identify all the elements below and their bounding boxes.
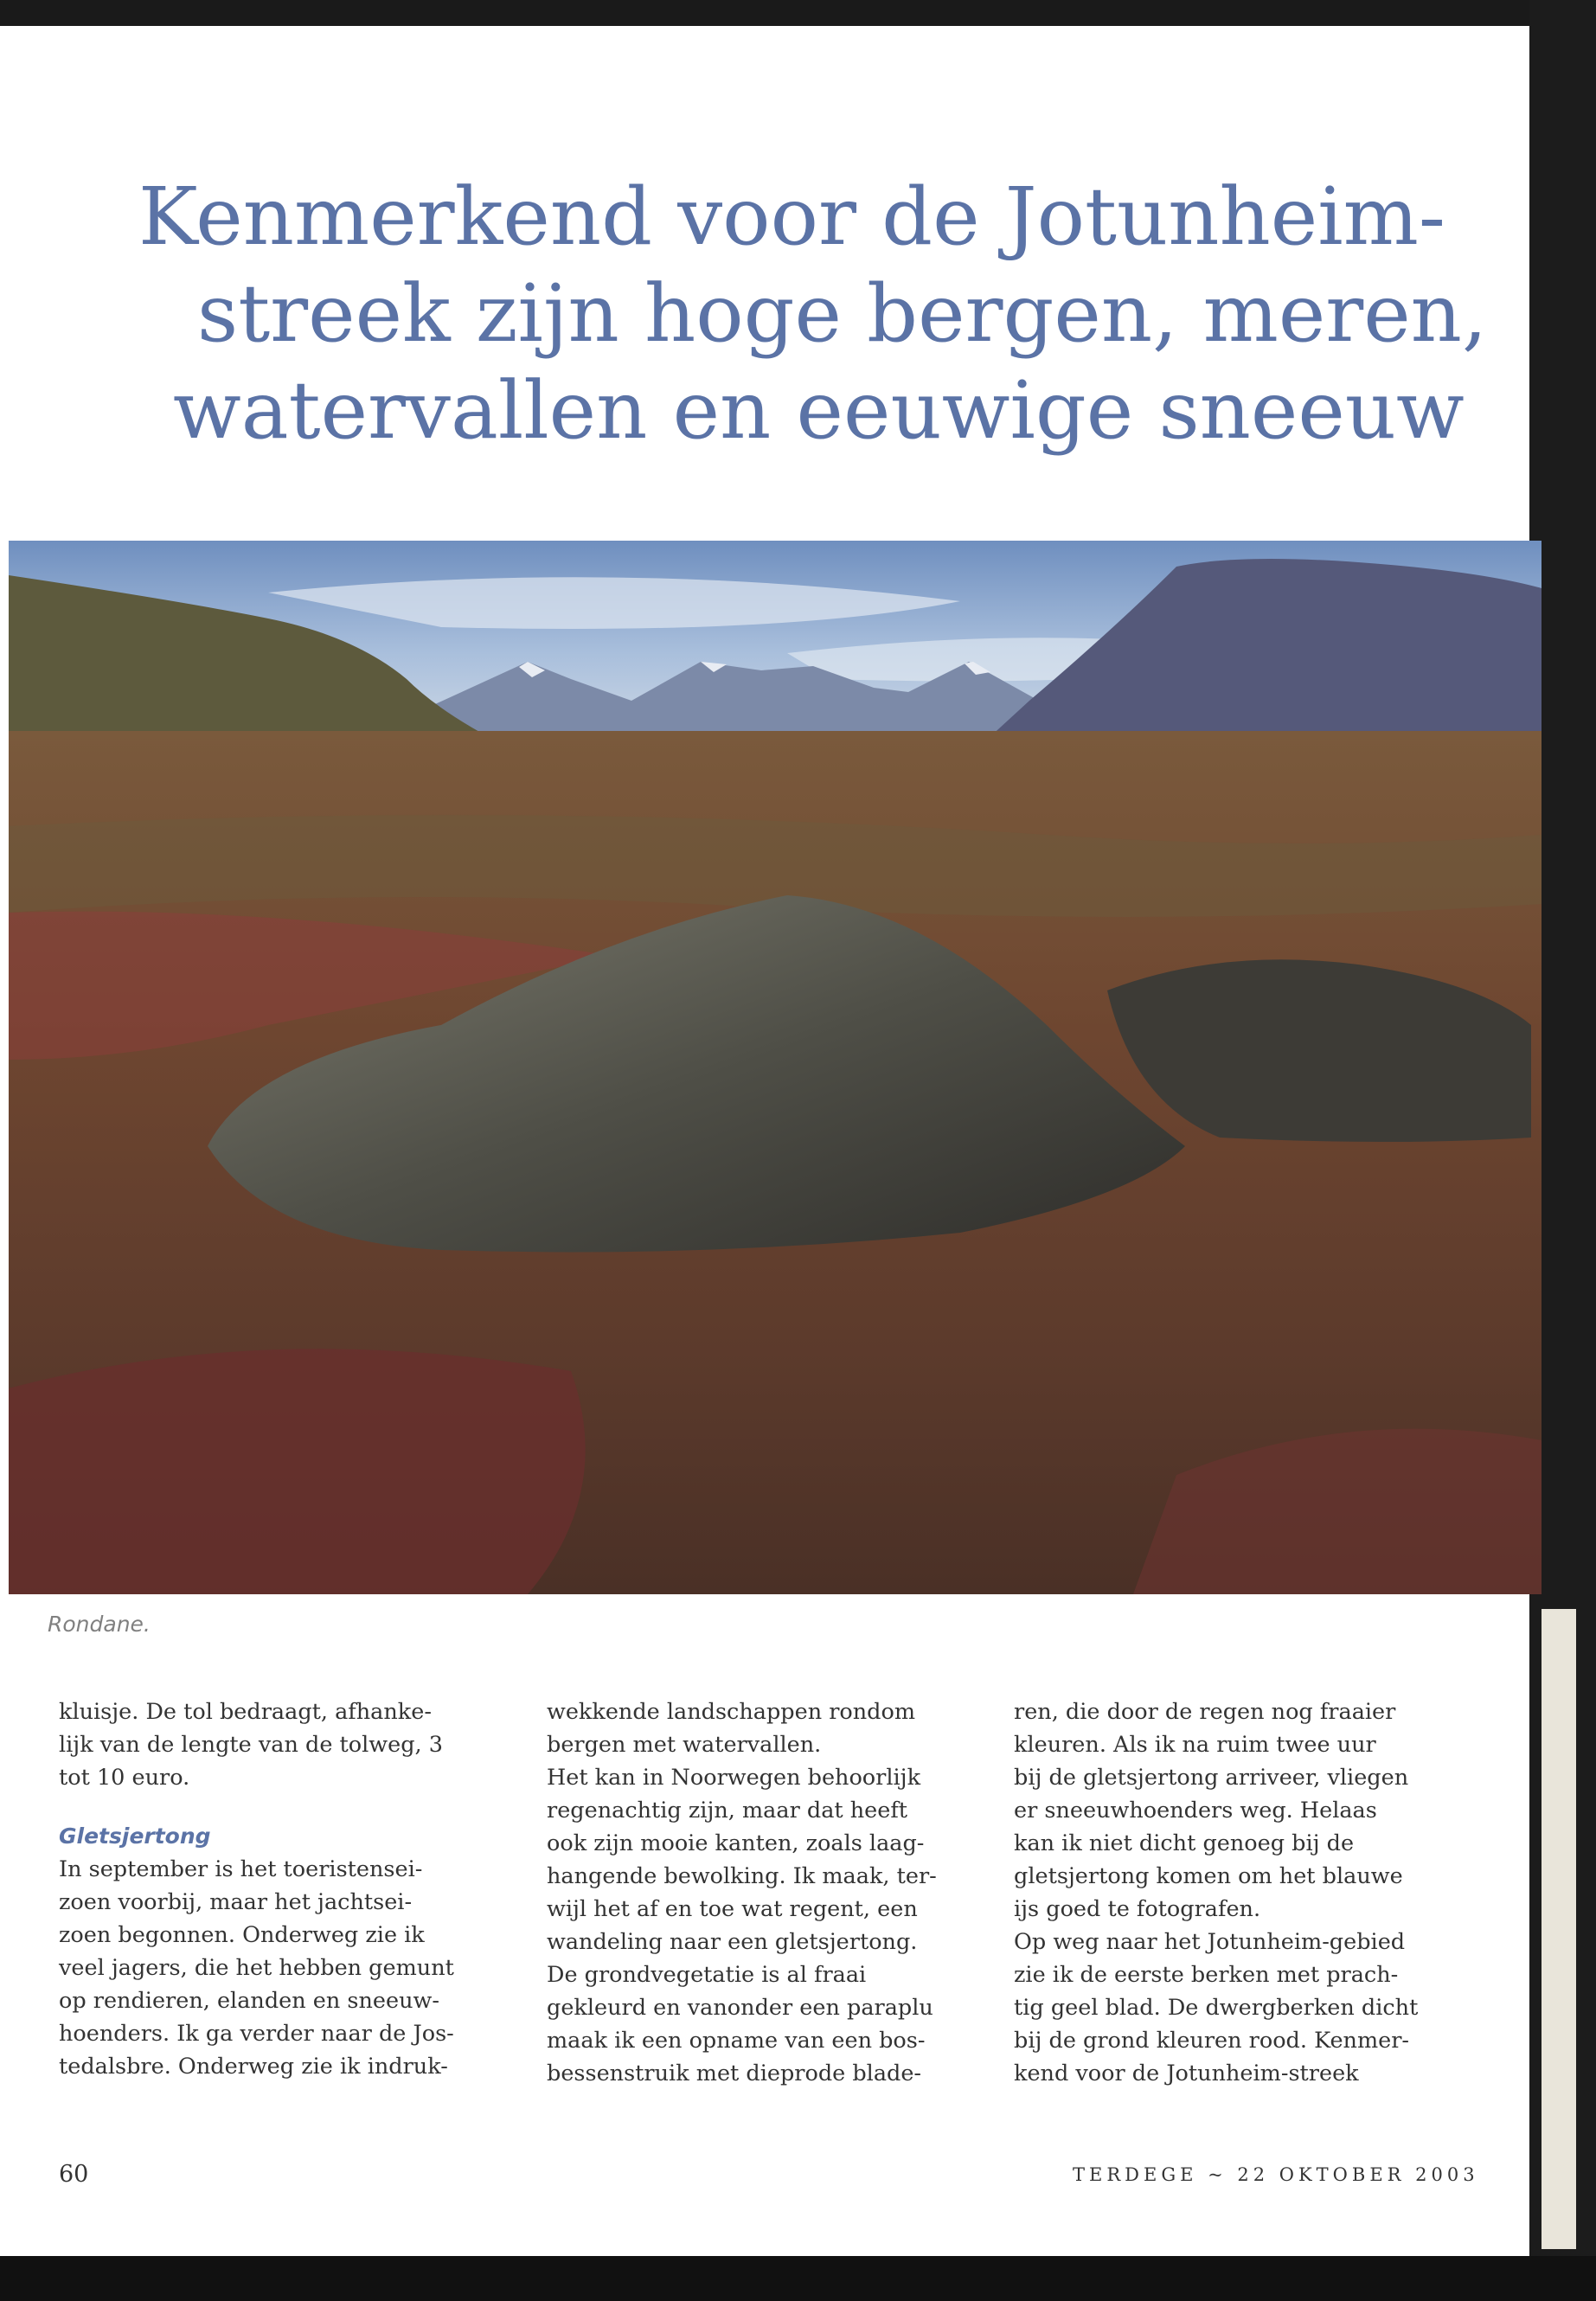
text-line: wekkende landschappen rondom: [547, 1699, 916, 1725]
top-edge-bar: [0, 0, 1596, 26]
page-number: 60: [59, 2161, 89, 2188]
headline-line-2: streek zijn hoge bergen, meren,: [197, 267, 1488, 360]
headline-line-3: watervallen en eeuwige sneeuw: [173, 364, 1465, 457]
headline: [138, 169, 1488, 459]
text-column-3: [1014, 1695, 1464, 2090]
text-line: ren, die door de regen nog fraaier: [1014, 1699, 1396, 1725]
text-column-2: [547, 1695, 997, 2090]
text-line: gletsjertong komen om het blauwe: [1014, 1863, 1403, 1889]
text-line: In september is het toeristensei-: [59, 1856, 423, 1882]
text-column-1: [59, 1695, 509, 2083]
text-line: bergen met watervallen.: [547, 1732, 822, 1758]
text-line: veel jagers, die het hebben gemunt: [59, 1955, 454, 1981]
text-line: wandeling naar een gletsjertong.: [547, 1929, 918, 1955]
text-line: ook zijn mooie kanten, zoals laag-: [547, 1830, 925, 1856]
text-line: zoen voorbij, maar het jachtsei-: [59, 1889, 413, 1915]
text-line: Het kan in Noorwegen behoorlijk: [547, 1765, 921, 1791]
text-line: er sneeuwhoenders weg. Helaas: [1014, 1798, 1377, 1823]
text-line: zie ik de eerste berken met prach-: [1014, 1962, 1399, 1988]
publication-footer: TERDEGE ~ 22 OKTOBER 2003: [1073, 2164, 1479, 2185]
text-line: kluisje. De tol bedraagt, afhanke-: [59, 1699, 432, 1725]
right-edge-page-strip: [1542, 1609, 1576, 2249]
text-line: maak ik een opname van een bos-: [547, 2028, 926, 2054]
text-line: kleuren. Als ik na ruim twee uur: [1014, 1732, 1376, 1758]
text-line: hoenders. Ik ga verder naar de Jos-: [59, 2021, 454, 2047]
text-line: op rendieren, elanden en sneeuw-: [59, 1988, 439, 2014]
text-line: bij de grond kleuren rood. Kenmer-: [1014, 2028, 1410, 2054]
text-line: hangende bewolking. Ik maak, ter-: [547, 1863, 937, 1889]
text-line: lijk van de lengte van de tolweg, 3: [59, 1732, 443, 1758]
text-line: regenachtig zijn, maar dat heeft: [547, 1798, 908, 1823]
text-line: bij de gletsjertong arriveer, vliegen: [1014, 1765, 1409, 1791]
text-line: ijs goed te fotografen.: [1014, 1896, 1261, 1922]
text-line: kend voor de Jotunheim-streek: [1014, 2061, 1359, 2086]
distant-peaks: [424, 662, 1047, 740]
text-line: gekleurd en vanonder een paraplu: [547, 1995, 933, 2021]
bottom-edge-bar: [0, 2256, 1596, 2301]
landscape-photo: [9, 541, 1542, 1594]
text-line: Op weg naar het Jotunheim-gebied: [1014, 1929, 1406, 1955]
headline-line-1: Kenmerkend voor de Jotunheim-: [138, 170, 1445, 263]
text-line: zoen begonnen. Onderweg zie ik: [59, 1922, 425, 1948]
text-line: bessenstruik met dieprode blade-: [547, 2061, 922, 2086]
text-line: kan ik niet dicht genoeg bij de: [1014, 1830, 1355, 1856]
text-line: tedalsbre. Onderweg zie ik indruk-: [59, 2054, 448, 2080]
photo-caption: Rondane.: [48, 1612, 151, 1637]
text-line: De grondvegetatie is al fraai: [547, 1962, 867, 1988]
text-line: tot 10 euro.: [59, 1765, 190, 1791]
section-subheading: Gletsjertong: [59, 1823, 211, 1849]
foreground-heather: [9, 1349, 586, 1594]
text-line: tig geel blad. De dwergberken dicht: [1014, 1995, 1419, 2021]
text-line: wijl het af en toe wat regent, een: [547, 1896, 918, 1922]
